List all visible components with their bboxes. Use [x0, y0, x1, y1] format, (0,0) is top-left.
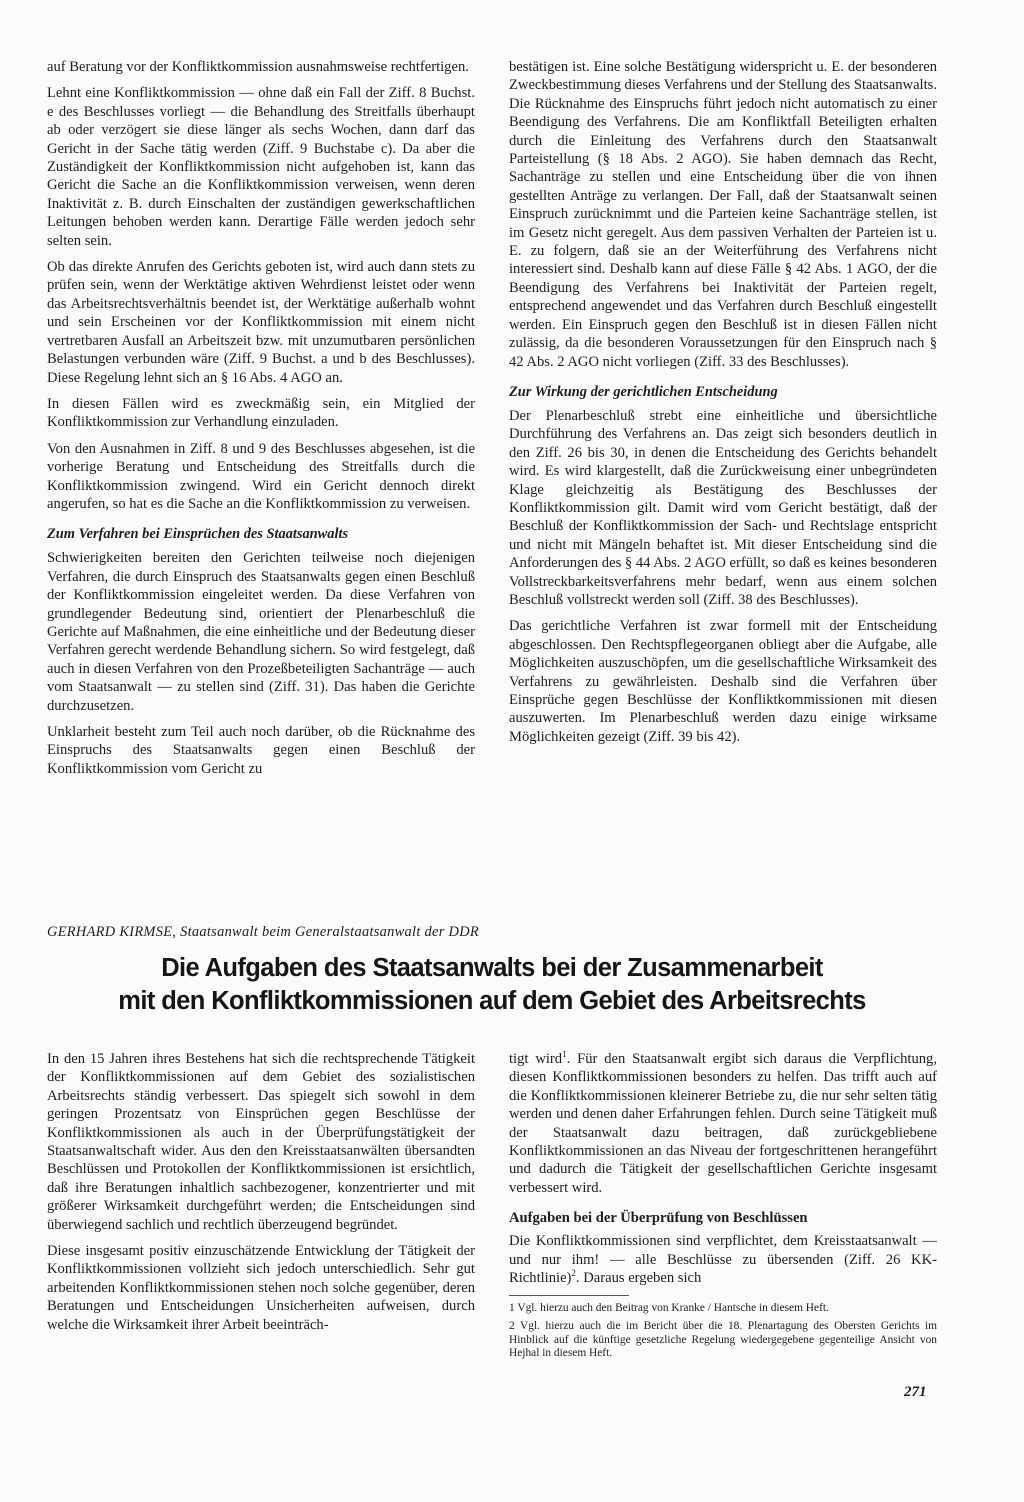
column-bottom-right [509, 1050, 937, 1365]
paragraph: Schwierigkeiten bereiten den Gerichten teilweise noch diejenigen Verfahren, die durch Einspruch des Staatsanwalts gegen einen Beschluß der Konfliktkommission eingeleitet werden. Da diese Verfahren von grundlegender Bedeutung sind, orientiert der Plenarbeschluß die Gerichte auf Maßnahmen, die eine einheitliche und der Bedeutung dieser Verfahren gerecht werdende Behandlung sichern. So wird festgelegt, daß auch in diesen Verfahren von den Prozeßbeteiligten Sachanträge — auch vom Staatsanwalt — zu stellen sind (Ziff. 31). Das haben die Gerichte durchzusetzen. [47, 550, 475, 714]
paragraph: Von den Ausnahmen in Ziff. 8 und 9 des Beschlusses abgesehen, ist die vorherige Beratung und Entscheidung des Streitfalls durch die Konfliktkommission zwingend. Wird ein Gericht dennoch direkt angerufen, so hat es die Sache an die Konfliktkommission zu verweisen. [47, 440, 475, 512]
paragraph [509, 1232, 937, 1287]
paragraph: Lehnt eine Konfliktkommission — ohne daß ein Fall der Ziff. 8 Buchst. e des Beschlusses vorliegt — die Behandlung des Streitfalls überhaupt ab oder verzögert sie diese länger als sechs Wochen, dann darf das Gericht in der Sache tätig werden (Ziff. 9 Buchstabe c). Da aber die Zuständigkeit der Konfliktkommission nicht aufgehoben ist, kann das Gericht die Sache an die Konfliktkommission verweisen, wenn deren Inaktivität z. B. durch Einschalten der zuständigen gewerkschaftlichen Leitungen behoben werden kann. Derartige Fälle werden jedoch sehr selten sein. [47, 85, 475, 249]
footnote-ref[interactable]: 1 [562, 1049, 567, 1060]
footnote: 2 Vgl. hierzu auch die im Bericht über die 18. Plenartagung des Obersten Gerichts im Hinblick auf die künftige gesetzliche Regelung wiedergegebene gegenteilige Ansicht von Hejhal in diesem Heft. [509, 1320, 937, 1360]
paragraph: In diesen Fällen wird es zweckmäßig sein, ein Mitglied der Konfliktkommission zur Verhandlung einzuladen. [47, 395, 475, 431]
paragraph: In den 15 Jahren ihres Bestehens hat sich die rechtsprechende Tätigkeit der Konfliktkommissionen auf dem Gebiet des sozialistischen Arbeitsrechts ständig verbessert. Das spiegelt sich sowohl in dem geringen Prozentsatz von Einsprüchen gegen Beschlüsse der Konfliktkommissionen als auch in der Überprüfungstätigkeit der Staatsanwaltschaft wider. Aus den den Kreisstaatsanwälten übersandten Beschlüssen und Protokollen der Konfliktkommissionen ist ersichtlich, daß ihre Beratungen inhaltlich sachbezogener, konzentrierter und mit größerer Wirksamkeit durchgeführt werden; die Entscheidungen sind überwiegend sachlich und rechtlich überzeugend begründet. [47, 1051, 475, 1233]
paragraph: Unklarheit besteht zum Teil auch noch darüber, ob die Rücknahme des Einspruchs des Staatsanwalts gegen einen Beschluß der Konfliktkommission vom Gericht zu [47, 724, 475, 777]
article-title-line: Die Aufgaben des Staatsanwalts bei der Zusammenarbeit [161, 954, 823, 982]
paragraph: Der Plenarbeschluß strebt eine einheitliche und übersichtliche Durchführung des Verfahrens an. Das zeigt sich besonders deutlich in den Ziff. 26 bis 30, in denen die Entscheidung des Gerichts behandelt wird. Es wird klargestellt, daß die Zurückweisung einer unbegründeten Klage gleichzeitig als Bestätigung des Beschlusses der Konfliktkommission gilt. Damit wird vom Gericht bestätigt, daß der Beschluß der Konfliktkommission der Sach- und Rechtslage entspricht und nicht mit Mängeln behaftet ist. Mit dieser Entscheidung sind die Anforderungen des § 44 Abs. 2 AGO erfüllt, so daß es keines besonderen Vollstreckbarkeitsverfahrens mehr bedarf, wenn aus einem solchen Beschluß vollstreckt werden soll (Ziff. 38 des Beschlusses). [509, 407, 937, 608]
text-run: tigt wird [509, 1051, 563, 1067]
column-top-left [47, 58, 475, 786]
page-number: 271 [904, 1384, 927, 1400]
article-title-line: mit den Konfliktkommissionen auf dem Gebiet des Arbeitsrechts [118, 987, 866, 1015]
paragraph: Das gerichtliche Verfahren ist zwar formell mit der Entscheidung abgeschlossen. Den Rechtspflegeorganen obliegt aber die Aufgabe, alle Möglichkeiten auszuschöpfen, um die gesellschaftliche Wirksamkeit des Verfahrens zu gewährleisten. Deshalb sind die Verfahren über Einsprüche gegen Beschlüsse der Konfliktkommissionen mit diesen auszuwerten. Im Plenarbeschluß werden dazu einige wirksame Möglichkeiten gezeigt (Ziff. 39 bis 42). [509, 618, 937, 745]
footnote-ref[interactable]: 2 [571, 1268, 576, 1279]
footnote: 1 Vgl. hierzu auch den Beitrag von Kranke / Hantsche in diesem Heft. [509, 1302, 829, 1315]
paragraph [509, 1050, 937, 1197]
text-run: . Für den Staatsanwalt ergibt sich daraus die Verpflichtung, diesen Konfliktkommissionen besonders zu helfen. Das trifft auch auf die Konfliktkommissionen kleinerer Betriebe zu, die nur sehr selten tätig werden und denen daher Erfahrungen fehlen. Durch seine Tätigkeit muß der Staatsanwalt dazu beitragen, daß zurückgebliebene Konfliktkommissionen an das Niveau der fortgeschrittenen herangeführt und dadurch die Tätigkeit der gesellschaftlichen Gerichte insgesamt verbessert wird. [509, 1051, 937, 1196]
column-bottom-left [47, 1050, 475, 1342]
footnote-divider [509, 1295, 629, 1296]
paragraph: Diese insgesamt positiv einzuschätzende Entwicklung der Tätigkeit der Konfliktkommissionen vollzieht sich jedoch unterschiedlich. Sehr gut arbeitenden Konfliktkommissionen stehen noch solche gegenüber, deren Beratungen und Entscheidungen Unsicherheiten aufweisen, durch welche die Wirksamkeit ihrer Arbeit beeinträch- [47, 1243, 475, 1333]
article-byline: GERHARD KIRMSE, Staatsanwalt beim Generalstaatsanwalt der DDR [47, 924, 479, 940]
paragraph: Ob das direkte Anrufen des Gerichts geboten ist, wird auch dann stets zu prüfen sein, wenn der Werktätige aktiven Wehrdienst leistet oder wenn das Arbeitsrechtsverhältnis beendet ist, der Werktätige außerhalb wohnt und sein Erscheinen vor der Konfliktkommission mit einem nicht vertretbaren Ausfall an Arbeitszeit bzw. mit unzumutbaren persönlichen Belastungen verbunden wäre (Ziff. 9 Buchst. a und b des Beschlusses). Diese Regelung lehnt sich an § 16 Abs. 4 AGO an. [47, 259, 475, 386]
section-heading: Zur Wirkung der gerichtlichen Entscheidung [509, 383, 778, 400]
text-run: Die Konfliktkommissionen sind verpflichtet, dem Kreisstaatsanwalt — und nur ihm! — alle Beschlüsse zu übersenden (Ziff. 26 KK-Richtlinie) [509, 1233, 937, 1287]
paragraph: bestätigen ist. Eine solche Bestätigung widerspricht u. E. der besonderen Zweckbestimmung dieses Verfahrens und der Stellung des Staatsanwalts. Die Rücknahme des Einspruchs führt jedoch nicht automatisch zu einer Beendigung des Verfahrens. Die am Konfliktfall Beteiligten erhalten durch die Einleitung des Verfahrens durch den Staatsanwalt Parteistellung (§ 18 Abs. 2 AGO). Sie haben demnach das Recht, Sachanträge zu stellen und eine Entscheidung über die von ihnen gestellten Anträge zu verlangen. Der Fall, daß der Staatsanwalt seinen Einspruch zurücknimmt und die Parteien keine Sachanträge stellen, ist im Gesetz nicht geregelt. Aus dem passiven Verhalten der Parteien ist u. E. zu folgern, daß sie an der Weiterführung des Verfahrens nicht interessiert sind. Deshalb kann auf diese Fälle § 42 Abs. 1 AGO, der die Beendigung des Verfahrens bei Inaktivität der Parteien regelt, entsprechend angewendet und das Verfahren durch Beschluß eingestellt werden. Ein Einspruch gegen den Beschluß ist in diesen Fällen nicht zulässig, da die besonderen Voraussetzungen für den Einspruch nach § 42 Abs. 2 AGO nicht vorliegen (Ziff. 33 des Beschlusses). [509, 59, 937, 370]
paragraph: auf Beratung vor der Konfliktkommission ausnahmsweise rechtfertigen. [47, 59, 469, 75]
section-heading: Zum Verfahren bei Einsprüchen des Staatsanwalts [47, 526, 349, 543]
column-top-right [509, 58, 937, 754]
article-title [47, 952, 937, 1018]
section-heading: Aufgaben bei der Überprüfung von Beschlüssen [509, 1210, 808, 1227]
text-run: . Daraus ergeben sich [575, 1270, 702, 1287]
